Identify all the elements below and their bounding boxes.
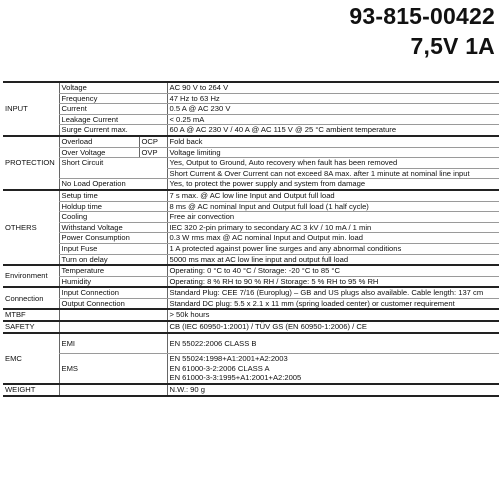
table-row — [3, 136, 499, 147]
ems-line: EN 61000-3-2:2006 CLASS A — [169, 363, 270, 373]
ems-line: EN 55024:1998+A1:2001+A2:2003 — [169, 354, 288, 364]
row-value: Operating: 8 % RH to 90 % RH / Storage: 5 % RH to 95 % RH — [167, 276, 499, 287]
row-label: Temperature — [59, 265, 167, 276]
table-row — [3, 298, 499, 309]
row-label: Overload — [59, 136, 139, 147]
row-value: 5000 ms max at AC low line input and output full load — [167, 254, 499, 265]
row-value: IEC 320 2-pin primary to secondary AC 3 kV / 10 mA / 1 min — [167, 222, 499, 233]
table-row — [3, 190, 499, 201]
table-row — [3, 179, 499, 190]
row-label: Short Circuit — [59, 158, 167, 179]
row-label — [59, 309, 167, 321]
rating: 7,5V 1A — [410, 33, 495, 59]
table-row — [3, 212, 499, 223]
table-row — [3, 222, 499, 233]
row-label: Output Connection — [59, 298, 167, 309]
row-label: Frequency — [59, 93, 167, 104]
row-label: Turn on delay — [59, 254, 167, 265]
row-label: EMI — [59, 333, 167, 354]
table-row — [3, 309, 499, 321]
row-value: Operating: 0 °C to 40 °C / Storage: -20 °C to 85 °C — [167, 265, 499, 276]
row-label: Cooling — [59, 212, 167, 223]
row-label: No Load Operation — [59, 179, 167, 190]
table-row — [3, 114, 499, 125]
row-value: 60 A @ AC 230 V / 40 A @ AC 115 V @ 25 °C ambient temperature — [167, 125, 499, 136]
table-row — [3, 265, 499, 276]
table-row — [3, 384, 499, 396]
row-value: Yes, Output to Ground, Auto recovery when fault has been removed — [167, 158, 499, 169]
row-sublabel: OVP — [139, 147, 167, 158]
spec-table — [3, 81, 499, 397]
table-row — [3, 321, 499, 333]
table-row — [3, 243, 499, 254]
table-row — [3, 287, 499, 298]
row-value: 7 s max. @ AC low line Input and Output full load — [167, 190, 499, 201]
table-row — [3, 158, 499, 169]
section-mtbf: MTBF — [3, 309, 59, 321]
row-value: EN 55022:2006 CLASS B — [167, 333, 499, 354]
row-value: 8 ms @ AC nominal Input and Output full load (1 half cycle) — [167, 201, 499, 212]
table-row — [3, 82, 499, 93]
row-label: Humidity — [59, 276, 167, 287]
table-row — [3, 333, 499, 354]
section-safety: SAFETY — [3, 321, 59, 333]
row-value: Free air convection — [167, 212, 499, 223]
table-row — [3, 201, 499, 212]
table-row — [3, 354, 499, 384]
row-label: Power Consumption — [59, 233, 167, 244]
part-number: 93-815-00422 — [349, 3, 495, 29]
table-row — [3, 93, 499, 104]
row-label: Surge Current max. — [59, 125, 167, 136]
row-label — [59, 321, 167, 333]
row-value: N.W.: 90 g — [167, 384, 499, 396]
row-value: Standard DC plug: 5.5 x 2.1 x 11 mm (spring loaded center) or customer requirement — [167, 298, 499, 309]
row-label: Input Connection — [59, 287, 167, 298]
row-label: EMS — [59, 354, 167, 384]
table-row — [3, 104, 499, 115]
row-label: Over Voltage — [59, 147, 139, 158]
ems-line: EN 61000-3-3:1995+A1:2001+A2:2005 — [169, 373, 302, 383]
section-others: OTHERS — [3, 190, 59, 265]
row-label: Current — [59, 104, 167, 115]
table-row — [3, 125, 499, 136]
row-label: Withstand Voltage — [59, 222, 167, 233]
row-value: 0.5 A @ AC 230 V — [167, 104, 499, 115]
row-sublabel: OCP — [139, 136, 167, 147]
row-value: Standard Plug: CEE 7/16 (Europlug) – GB and US plugs also available. Cable length: 137 cm — [167, 287, 499, 298]
row-label: Input Fuse — [59, 243, 167, 254]
row-label: Setup time — [59, 190, 167, 201]
row-label — [59, 384, 167, 396]
row-value: Yes, to protect the power supply and system from damage — [167, 179, 499, 190]
section-connection: Connection — [3, 287, 59, 309]
row-label: Holdup time — [59, 201, 167, 212]
row-value: Short Current & Over Current can not exceed 8A max. after 1 minute at nominal line input — [167, 168, 499, 179]
section-protection: PROTECTION — [3, 136, 59, 190]
section-environment: Environment — [3, 265, 59, 287]
row-value: 47 Hz to 63 Hz — [167, 93, 499, 104]
row-label: Leakage Current — [59, 114, 167, 125]
section-weight: WEIGHT — [3, 384, 59, 396]
section-emc: EMC — [3, 333, 59, 384]
row-value: > 50k hours — [167, 309, 499, 321]
row-label: Voltage — [59, 82, 167, 93]
section-input: INPUT — [3, 82, 59, 136]
table-row — [3, 233, 499, 244]
row-value: 0.3 W rms max @ AC nominal Input and Output min. load — [167, 233, 499, 244]
table-row — [3, 147, 499, 158]
row-value: Fold back — [167, 136, 499, 147]
row-value — [167, 354, 499, 384]
row-value: CB (IEC 60950-1:2001) / TÜV GS (EN 60950-1:2006) / CE — [167, 321, 499, 333]
table-row — [3, 254, 499, 265]
row-value: Voltage limiting — [167, 147, 499, 158]
row-value: < 0.25 mA — [167, 114, 499, 125]
table-row — [3, 276, 499, 287]
row-value: AC 90 V to 264 V — [167, 82, 499, 93]
row-value: 1 A protected against power line surges and any abnormal conditions — [167, 243, 499, 254]
